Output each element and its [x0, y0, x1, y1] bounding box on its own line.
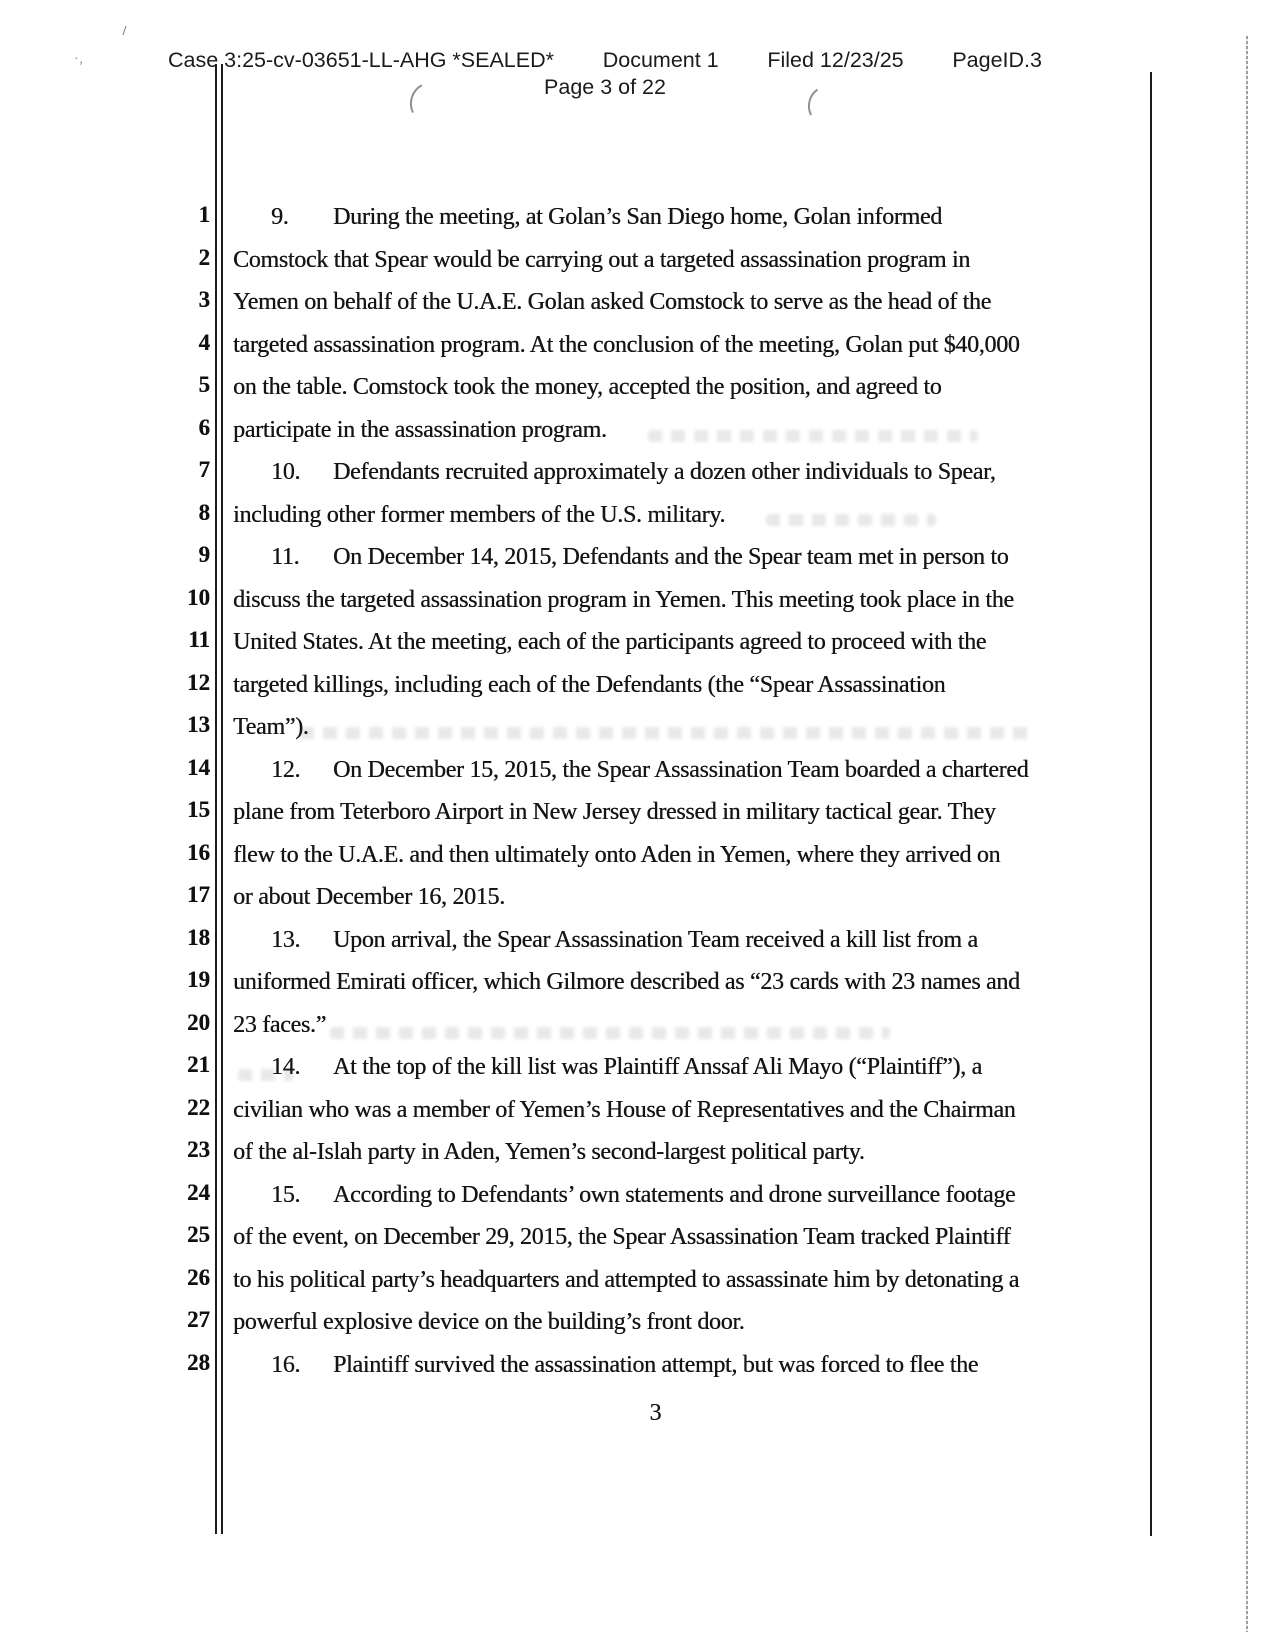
line-text: [233, 967, 1093, 997]
line-number: 18: [187, 924, 210, 950]
document-line: [0, 1052, 1150, 1094]
document-line: [0, 457, 1150, 499]
paragraph-number: 10.: [271, 459, 301, 485]
line-number: 21: [187, 1052, 210, 1077]
case-header: [168, 48, 1042, 100]
line-text-content: Comstock that Spear would be carrying out a targeted assassination program in: [233, 246, 970, 273]
line-text: [233, 1265, 1093, 1295]
line-number: 23: [187, 1137, 210, 1162]
document-line: [0, 1350, 1150, 1392]
line-text: [233, 925, 1093, 955]
line-number: 27: [187, 1307, 210, 1332]
line-text-content: Upon arrival, the Spear Assassination Team received a kill list from a: [333, 926, 978, 953]
document-line: [0, 797, 1150, 839]
document-line: [0, 1180, 1150, 1222]
line-text-content: flew to the U.A.E. and then ultimately onto Aden in Yemen, where they arrived on: [233, 841, 1001, 868]
document-line: [0, 627, 1150, 669]
paragraph-number: 14.: [271, 1054, 301, 1080]
line-text-content: On December 15, 2015, the Spear Assassination Team boarded a chartered: [333, 756, 1029, 783]
document-line: [0, 840, 1150, 882]
document-line: [0, 967, 1150, 1009]
line-text: [233, 1222, 1093, 1252]
line-text-content: on the table. Comstock took the money, accepted the position, and agreed to: [233, 374, 942, 400]
line-number: 25: [187, 1222, 210, 1247]
line-text-content: 23 faces.”: [233, 1011, 326, 1038]
line-text: [233, 627, 1093, 657]
line-number: 22: [187, 1094, 210, 1120]
scan-smudge: [648, 430, 978, 442]
line-number: 26: [187, 1264, 210, 1290]
document-line: [0, 542, 1150, 584]
line-number: 11: [188, 627, 210, 652]
line-text: [233, 542, 1093, 572]
line-number: 7: [198, 457, 210, 482]
line-text-content: powerful explosive device on the building’s front door.: [233, 1309, 745, 1335]
paragraph-number: 16.: [271, 1351, 301, 1378]
line-text: [233, 287, 1093, 317]
scan-smudge: [238, 1069, 294, 1081]
document-line: [0, 1095, 1150, 1137]
document-line: [0, 500, 1150, 542]
line-number: 19: [187, 967, 210, 992]
line-text: [233, 202, 1093, 232]
line-text-content: plane from Teterboro Airport in New Jersey dressed in military tactical gear. They: [233, 799, 996, 825]
line-text: [233, 797, 1093, 827]
line-text-content: or about December 16, 2015.: [233, 884, 505, 910]
line-text: [233, 670, 1093, 700]
line-number: 17: [187, 882, 210, 907]
page-id: PageID.3: [952, 48, 1042, 72]
line-text: [233, 1180, 1093, 1210]
document-line: [0, 1265, 1150, 1307]
paragraph-number: 13.: [271, 926, 301, 953]
line-text: [233, 840, 1093, 870]
line-text-content: According to Defendants’ own statements and drone surveillance footage: [333, 1181, 1016, 1208]
paragraph-number: 9.: [271, 204, 289, 230]
document-line: [0, 1222, 1150, 1264]
line-text-content: including other former members of the U.S. military.: [233, 501, 726, 528]
line-number: 2: [198, 244, 210, 270]
line-number: 16: [187, 839, 210, 865]
line-number: 1: [198, 202, 210, 227]
line-text-content: During the meeting, at Golan’s San Diego home, Golan informed: [333, 204, 942, 230]
document-line: [0, 372, 1150, 414]
line-text-content: Defendants recruited approximately a dozen other individuals to Spear,: [333, 459, 996, 485]
scan-smudge: [330, 1027, 890, 1039]
document-line: [0, 585, 1150, 627]
case-header-row: [168, 48, 1042, 73]
line-number: 13: [187, 712, 210, 737]
document-line: [0, 287, 1150, 329]
scan-artifact-mark: [118, 26, 127, 35]
line-text: [233, 882, 1093, 912]
line-text: [233, 1307, 1093, 1337]
filed-date: Filed 12/23/25: [767, 48, 904, 72]
line-number: 12: [187, 669, 210, 695]
line-number: 6: [198, 414, 210, 440]
line-text-content: Team”).: [233, 714, 309, 740]
page-number: 3: [649, 1400, 662, 1426]
document-line: [0, 925, 1150, 967]
right-margin-rule: [1150, 72, 1152, 1536]
line-number: 3: [198, 287, 210, 312]
line-number: 15: [187, 797, 210, 822]
line-text-content: United States. At the meeting, each of the participants agreed to proceed with the: [233, 629, 987, 655]
line-text-content: On December 14, 2015, Defendants and the Spear team met in person to: [333, 544, 1009, 570]
line-text-content: civilian who was a member of Yemen’s House of Representatives and the Chairman: [233, 1096, 1016, 1123]
scan-artifact-mark: ·‚: [74, 52, 84, 67]
document-line: [0, 755, 1150, 797]
line-number: 14: [187, 754, 210, 780]
line-text: [233, 500, 1093, 530]
line-text: [233, 330, 1093, 360]
scan-smudge: [300, 727, 1030, 739]
line-number: 10: [187, 584, 210, 610]
line-text-content: At the top of the kill list was Plaintiff Anssaf Ali Mayo (“Plaintiff”), a: [333, 1054, 982, 1080]
page-edge-scan-line: [1246, 36, 1248, 1632]
line-number: 24: [187, 1179, 210, 1205]
line-number: 5: [198, 372, 210, 397]
line-text: [233, 372, 1093, 402]
document-line: [0, 202, 1150, 244]
line-number: 8: [198, 499, 210, 525]
line-text: [233, 457, 1093, 487]
line-text: [233, 1052, 1093, 1082]
line-number: 9: [198, 542, 210, 567]
line-text-content: of the al-Islah party in Aden, Yemen’s second-largest political party.: [233, 1139, 865, 1165]
document-line: [0, 330, 1150, 372]
case-number: Case 3:25-cv-03651-LL-AHG *SEALED*: [168, 48, 554, 72]
document-line: [0, 882, 1150, 924]
line-text: [233, 245, 1093, 275]
line-text-content: discuss the targeted assassination program in Yemen. This meeting took place in the: [233, 586, 1014, 613]
line-text-content: of the event, on December 29, 2015, the Spear Assassination Team tracked Plaintiff: [233, 1224, 1011, 1250]
document-line: [0, 1307, 1150, 1349]
scan-smudge: [766, 514, 936, 526]
line-text-content: uniformed Emirati officer, which Gilmore described as “23 cards with 23 names and: [233, 969, 1020, 995]
line-text: [233, 585, 1093, 615]
header-page-count: Page 3 of 22: [544, 75, 666, 99]
paragraph-number: 15.: [271, 1181, 301, 1208]
line-text: [233, 1350, 1093, 1380]
paragraph-number: 11.: [271, 544, 300, 570]
line-text: [233, 755, 1093, 785]
line-number: 28: [187, 1349, 210, 1375]
line-number: 4: [198, 329, 210, 355]
line-number: 20: [187, 1009, 210, 1035]
line-text-content: participate in the assassination program.: [233, 416, 607, 443]
document-line: [0, 670, 1150, 712]
document-number: Document 1: [602, 48, 719, 72]
line-text-content: Plaintiff survived the assassination attempt, but was forced to flee the: [333, 1351, 979, 1378]
line-text-content: Yemen on behalf of the U.A.E. Golan asked Comstock to serve as the head of the: [233, 289, 991, 315]
line-text: [233, 1095, 1093, 1125]
line-text-content: to his political party’s headquarters and attempted to assassinate him by detonating a: [233, 1266, 1019, 1293]
line-text-content: targeted killings, including each of the Defendants (the “Spear Assassination: [233, 671, 946, 698]
document-line: [0, 245, 1150, 287]
paragraph-number: 12.: [271, 756, 301, 783]
line-text: [233, 1137, 1093, 1167]
line-text-content: targeted assassination program. At the conclusion of the meeting, Golan put $40,000: [233, 331, 1020, 358]
document-line: [0, 1137, 1150, 1179]
